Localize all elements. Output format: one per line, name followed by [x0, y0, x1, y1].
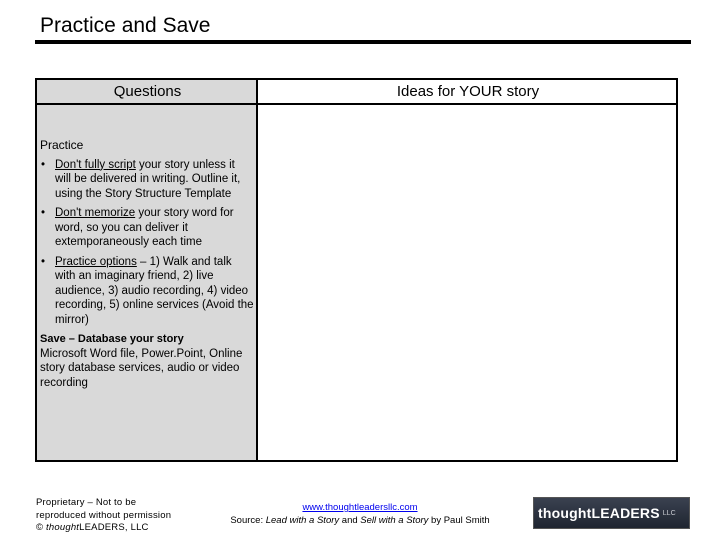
questions-header: Questions — [113, 83, 182, 100]
bullet-mark: • — [41, 255, 46, 268]
book-title-2: Sell with a Story — [360, 514, 429, 526]
logo-suffix: LLC — [662, 509, 676, 517]
book-title-1: Lead with a Story — [265, 514, 340, 526]
proprietary-notice — [36, 497, 206, 535]
logo-text: thoughtLEADERS — [538, 505, 660, 521]
page-title: Practice and Save — [40, 14, 211, 37]
bullet-mark: • — [41, 158, 46, 171]
bullet-mark: • — [41, 207, 46, 219]
save-text: Microsoft Word file, Power.Point, Online story database services, audio or video recording — [40, 347, 243, 389]
list-item — [40, 206, 254, 250]
notice-line-2: reproduced without permission — [36, 509, 172, 521]
list-item — [40, 158, 254, 202]
website-link[interactable]: www.thoughtleadersllc.com — [302, 502, 418, 513]
notice-line-1: Proprietary – Not to be — [36, 497, 137, 508]
copyright-line — [36, 522, 206, 535]
list-item — [40, 255, 254, 328]
bullet-text: – 1) Walk and talk with an imaginary friend, 2) live audience, 3) audio recording, 4) video recording, 5) online services (Avoid the mirror) — [55, 255, 254, 326]
brand-rest: LEADERS, LLC — [79, 522, 149, 533]
bullet-text: your story word for word, so you can deliver it extemporaneously each time — [55, 207, 234, 248]
bullet-emphasis: Don't memorize — [55, 207, 136, 219]
source-prefix: Source: — [230, 514, 266, 526]
practice-list — [40, 158, 254, 328]
save-section — [40, 332, 254, 390]
ideas-header: Ideas for YOUR story — [396, 83, 540, 100]
worksheet-table — [35, 78, 678, 462]
bullet-text: your story unless it will be delivered in writing. Outline it, using the Story Structure Template — [55, 158, 241, 200]
thoughtleaders-logo — [533, 497, 690, 529]
brand-italic: thought — [46, 522, 80, 533]
practice-heading: Practice — [40, 138, 84, 152]
table-header-row — [37, 80, 676, 105]
source-and: and — [339, 514, 361, 526]
copyright-symbol: © — [36, 522, 44, 533]
bullet-emphasis: Don't fully script — [55, 158, 136, 171]
bullet-emphasis: Practice options — [55, 255, 137, 268]
source-credit — [210, 502, 510, 527]
title-rule — [35, 40, 691, 44]
source-line — [210, 515, 510, 528]
questions-content — [40, 138, 254, 390]
save-heading: Save – Database your story — [40, 333, 184, 345]
source-author: by Paul Smith — [428, 514, 490, 526]
